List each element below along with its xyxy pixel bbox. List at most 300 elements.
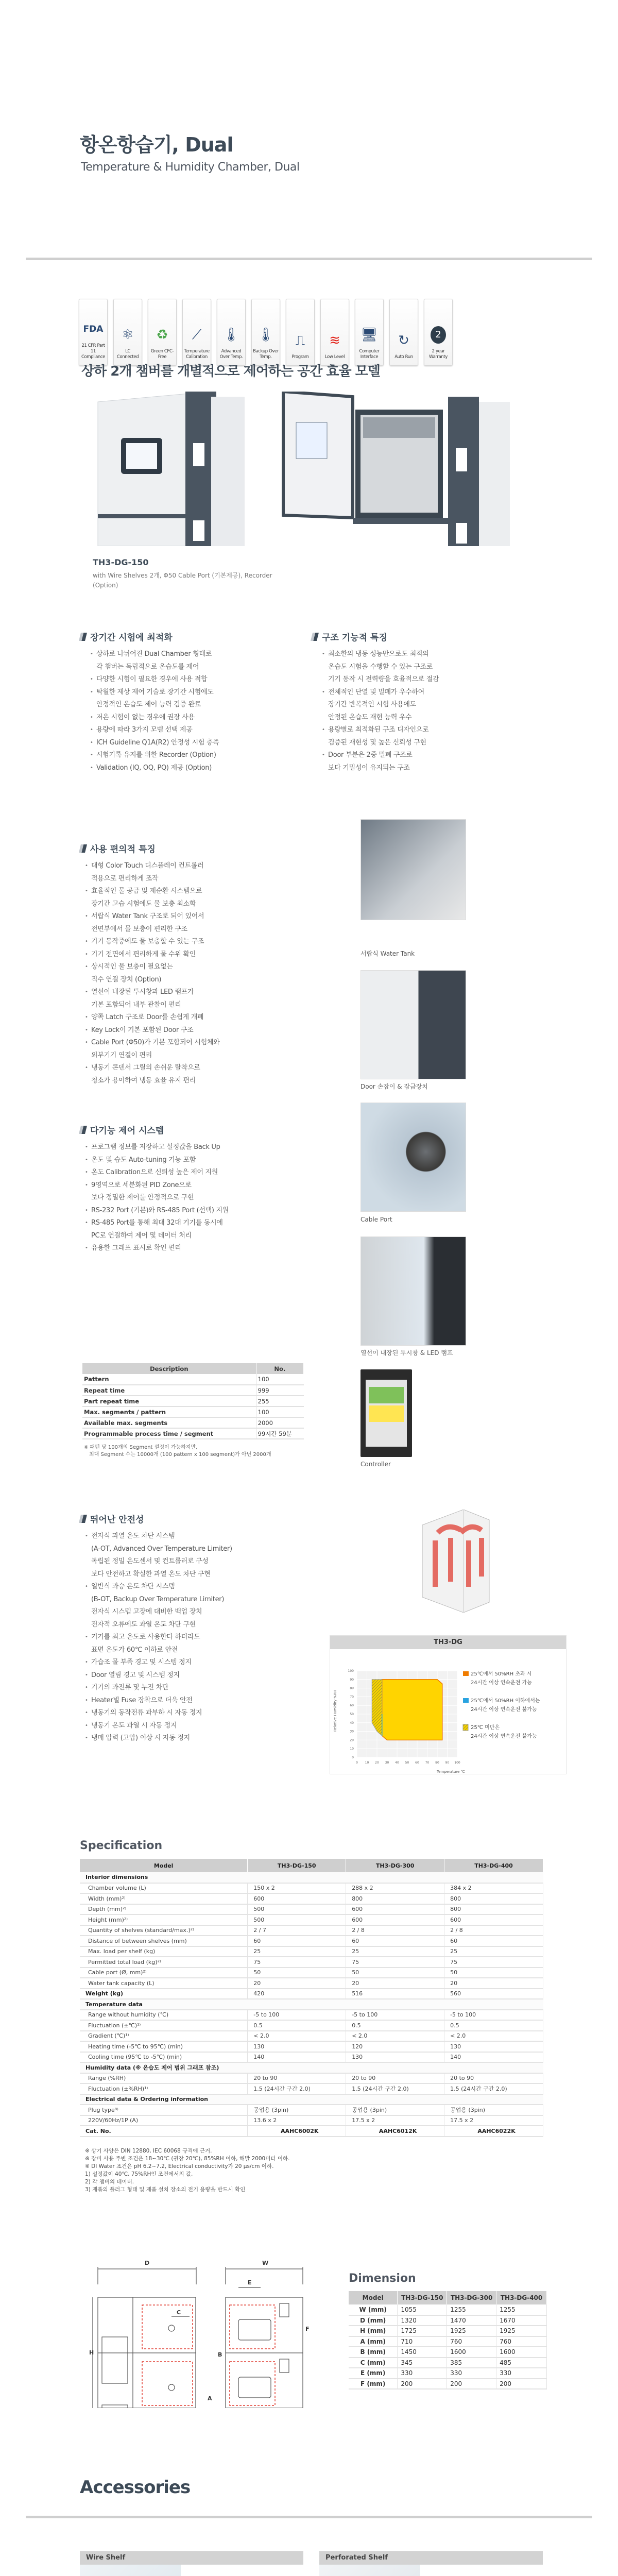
table-cell: 200 [398, 2379, 447, 2389]
feature-badge-label: 2 year Warranty [429, 349, 448, 360]
table-cell: 330 [496, 2368, 547, 2379]
accessory-description [181, 2565, 303, 2576]
feature-item-line: • 냉동기 콘덴서 그릴의 손쉬운 탈착으로 [91, 1064, 200, 1072]
feature-item [89, 724, 301, 737]
photo-caption-cable-port: Cable Port [360, 1216, 392, 1223]
feature-item-line: 보다 기밀성이 유지되는 구조 [328, 764, 410, 772]
feature-item-line: • 다양한 시험이 필요한 경우에 사용 적합 [96, 675, 208, 683]
low-level-icon: ≋ [329, 333, 340, 348]
x-tick-label: 60 [415, 1761, 419, 1765]
feature-item [321, 724, 548, 749]
feature-item [321, 686, 548, 724]
spec-value: 75 [248, 1957, 346, 1968]
spec-value: -5 to 100 [248, 2010, 346, 2021]
feature-item-line: • 용량별로 최적화된 구조 디자인으로 [328, 726, 429, 734]
water-tank-photo [360, 819, 466, 920]
feature-item [89, 711, 301, 724]
feature-item-line: • 효율적인 물 공급 및 재순환 시스템으로 [91, 887, 202, 895]
legend-swatch [463, 1724, 468, 1731]
spec-label: Range (%RH) [80, 2073, 248, 2084]
table-cell: D (mm) [349, 2315, 398, 2326]
x-axis-label: Temperature ℃ [437, 1770, 465, 1774]
feature-badge-label: Computer Interface [359, 349, 380, 360]
window-led-photo [360, 1236, 466, 1346]
green-cfc-free-icon: ♻ [156, 327, 168, 343]
spec-note: ※ 상기 사양은 DIN 12880, IEC 60068 규격에 근거. [85, 2148, 212, 2154]
spec-label: Distance of between shelves (mm) [80, 1936, 248, 1946]
spec-label: Plug type³⁾ [80, 2105, 248, 2115]
spec-value: 600 [346, 1914, 444, 1925]
spec-value: -5 to 100 [346, 2010, 444, 2021]
table-row [82, 1417, 304, 1428]
feature-item-line: 전자식 시스템 고장에 대비한 백업 장치 [91, 1608, 202, 1616]
spec-value: 140 [248, 2052, 346, 2063]
spec-value: 60 [248, 1936, 346, 1946]
feature-item-line: • 전자식 과열 온도 차단 시스템 [91, 1532, 175, 1540]
table-cell: 200 [447, 2379, 496, 2389]
feature-item-line: • 상하로 나뉘어진 Dual Chamber 형태로 [96, 650, 212, 658]
feature-item [84, 1530, 301, 1581]
table-cell: 760 [447, 2336, 496, 2347]
feature-badge-label: Auto Run [394, 354, 413, 360]
feature-list [89, 648, 301, 774]
table-row [80, 2083, 543, 2094]
spec-label: Depth (mm)²⁾ [80, 1904, 248, 1915]
feature-item-line: • 시험기록 유지를 위한 Recorder (Option) [96, 751, 216, 759]
dim-label-d: D [145, 2260, 150, 2266]
spec-value: 600 [346, 1904, 444, 1915]
feature-item [84, 1024, 301, 1037]
spec-label: Cat. No. [80, 2126, 248, 2137]
spec-value: 50 [444, 1968, 543, 1978]
spec-label: Water tank capacity (L) [80, 1978, 248, 1989]
spec-value: 384 x 2 [444, 1883, 543, 1894]
auto-run-icon: ↻ [398, 333, 409, 348]
feature-badge-label: 21 CFR Part 11 Compliance [81, 343, 106, 360]
feature-item-line: • Key Lock이 기본 포함된 Door 구조 [91, 1026, 194, 1034]
y-axis-label: Relative Humidity %RH [333, 1689, 337, 1732]
table-cell: 1255 [496, 2304, 547, 2315]
lc-connected-icon: ⚛ [122, 327, 134, 343]
table-row [349, 2304, 547, 2315]
dimension-table [349, 2291, 547, 2389]
table-row [349, 2379, 547, 2389]
table-row [80, 2115, 543, 2126]
table-cell: 710 [398, 2336, 447, 2347]
feature-item-line: • 저온 시험이 없는 경우에 권장 사용 [96, 713, 195, 721]
section-structure [312, 630, 548, 774]
feature-item-line: • RS-232 Port (기본)와 RS-485 Port (선택) 지원 [91, 1206, 229, 1214]
feature-item [84, 1179, 301, 1205]
program-icon: ⎍ [295, 333, 305, 348]
table-row [80, 2020, 543, 2031]
feature-badge-label: Low Level [324, 354, 345, 360]
x-tick-label: 70 [425, 1761, 430, 1765]
feature-item-line: 장기간 반복적인 시험 사용에도 [328, 701, 416, 708]
spec-value: 25 [248, 1946, 346, 1957]
section-title: 구조 기능적 특징 [322, 633, 387, 643]
feature-item [89, 737, 301, 750]
backup-over-temp-icon: 🌡 [257, 327, 274, 343]
spec-value: AAHC6002K [248, 2126, 346, 2137]
feature-item [89, 673, 301, 686]
program-spec-table [82, 1363, 304, 1439]
spec-value: < 2.0 [444, 2031, 543, 2042]
table-cell: B (mm) [349, 2347, 398, 2358]
table-row [80, 1893, 543, 1904]
spec-value: < 2.0 [346, 2031, 444, 2042]
feature-item-line: • 온도 Calibration으로 신뢰성 높은 제어 지원 [91, 1168, 218, 1176]
feature-item [84, 860, 301, 885]
table-cell: F (mm) [349, 2379, 398, 2389]
column-header: TH3-DG-150 [248, 1859, 346, 1872]
feature-item-line: (B-OT, Backup Over Temperature Limiter) [91, 1595, 225, 1603]
feature-item-line: 검증된 재현성 및 높은 신뢰성 구현 [328, 738, 426, 747]
feature-item [84, 1011, 301, 1024]
table-row [80, 1914, 543, 1925]
dim-label-w: W [262, 2260, 269, 2266]
feature-item [84, 1166, 301, 1179]
dimension-drawing [89, 2253, 316, 2408]
spec-value: 800 [444, 1893, 543, 1904]
feature-item-line: • 탁월한 제상 제어 기술로 장기간 시험에도 [96, 688, 214, 696]
accessories-title: Accessories [80, 2477, 191, 2498]
table-row [80, 2073, 543, 2084]
y-tick-label: 60 [350, 1704, 354, 1708]
table-cell: Max. segments / pattern [82, 1406, 256, 1417]
cable-port-photo [360, 1103, 466, 1212]
column-header: Model [349, 2291, 398, 2304]
feature-item [84, 1217, 301, 1242]
spec-label: Range without humidity (℃) [80, 2010, 248, 2021]
spec-label: Gradient (℃)¹⁾ [80, 2031, 248, 2042]
spec-value: 516 [346, 1989, 444, 1999]
table-row [349, 2347, 547, 2358]
table-row [80, 1999, 543, 2010]
table-cell: 485 [496, 2358, 547, 2368]
table-cell: 1670 [496, 2315, 547, 2326]
section-marker-icon [311, 633, 319, 641]
spec-group-header: Humidity data (※ 온습도 제어 범위 그래프 참조) [80, 2062, 543, 2073]
legend-label: 24시간 이상 연속운전 불가능 [471, 1734, 537, 1739]
accessory-card [80, 2551, 303, 2576]
spec-value: 공업용 (3pin) [248, 2105, 346, 2115]
spec-value: 140 [444, 2052, 543, 2063]
feature-item-line: PC로 연결하여 제어 및 데이터 처리 [91, 1231, 192, 1240]
spec-value: 공업용 (3pin) [444, 2105, 543, 2115]
x-tick-label: 30 [385, 1761, 389, 1765]
spec-value: 공업용 (3pin) [346, 2105, 444, 2115]
feature-list [84, 1141, 301, 1255]
table-row [80, 2062, 543, 2073]
program-note-line: ※ 패턴 당 100개의 Segment 설정이 가능하지만, [84, 1445, 198, 1450]
feature-item-line: • 열선이 내장된 투시창과 LED 램프가 [91, 988, 194, 996]
feature-list [321, 648, 548, 774]
feature-item [84, 986, 301, 1011]
feature-item [84, 1581, 301, 1631]
legend-label: 25℃에서 50%RH 초과 시 [471, 1671, 532, 1677]
spec-label: Width (mm)²⁾ [80, 1893, 248, 1904]
feature-item-line: (A-OT, Advanced Over Temperature Limiter) [91, 1545, 232, 1553]
feature-item-line: • 냉동기 온도 과열 시 자동 정지 [91, 1721, 177, 1730]
spec-value: 130 [248, 2041, 346, 2052]
section-title: 장기간 시험에 최적화 [90, 633, 173, 643]
table-row [80, 2041, 543, 2052]
spec-note: 3) 제품의 플러그 형태 및 제품 설치 장소의 전기 용량을 반드시 확인 [85, 2187, 246, 2193]
product-hero-image [93, 392, 525, 546]
table-cell: Repeat time [82, 1385, 256, 1396]
photo-caption-controller: Controller [360, 1461, 391, 1468]
table-row [349, 2315, 547, 2326]
spec-value: 50 [346, 1968, 444, 1978]
table-row [82, 1374, 304, 1385]
photo-caption-door: Door 손잡이 & 잠금장치 [360, 1083, 428, 1090]
feature-badge-label: Program [291, 354, 309, 360]
table-row [80, 1989, 543, 1999]
table-cell: 345 [398, 2358, 447, 2368]
spec-label: 220V/60Hz/1P (A) [80, 2115, 248, 2126]
table-cell: Pattern [82, 1374, 256, 1385]
feature-list [84, 1530, 301, 1745]
spec-value: 2 / 7 [248, 1925, 346, 1936]
column-header: TH3-DG-150 [398, 2291, 447, 2304]
feature-item-line: • RS-485 Port를 통해 최대 32대 기기를 동시에 [91, 1219, 223, 1227]
operating-range-area [382, 1680, 442, 1740]
table-cell: 200 [496, 2379, 547, 2389]
legend-swatch [463, 1698, 469, 1703]
spec-value: 75 [444, 1957, 543, 1968]
airflow-diagram [412, 1510, 494, 1613]
feature-item [84, 1707, 301, 1720]
table-cell: 1725 [398, 2326, 447, 2336]
feature-badge-label: LC Connected [116, 349, 139, 360]
feature-item-line: • Cable Port (Φ50)가 기본 포함되어 시험체와 [91, 1039, 220, 1046]
column-header: Model [80, 1859, 248, 1872]
spec-value: 500 [248, 1914, 346, 1925]
feature-item-line: 기본 포함되어 내부 관찰이 편리 [91, 1001, 181, 1009]
feature-item-line: • Validation (IQ, OQ, PQ) 제공 (Option) [96, 764, 212, 772]
spec-label: Heating time (-5℃ to 95℃) (min) [80, 2041, 248, 2052]
y-tick-label: 0 [352, 1756, 354, 1759]
y-tick-label: 50 [350, 1713, 354, 1716]
feature-badge-row [79, 299, 453, 366]
spec-label: Fluctuation (±%RH)¹⁾ [80, 2083, 248, 2094]
feature-item-line: • Door 부분은 2중 밀폐 구조로 [328, 751, 413, 759]
feature-item-line: • 기기 전면에서 편리하게 물 수위 확인 [91, 950, 196, 958]
tagline: 상하 2개 챔버를 개별적으로 제어하는 공간 효율 모델 [81, 364, 380, 379]
x-tick-label: 40 [395, 1761, 399, 1765]
spec-value: 17.5 x 2 [444, 2115, 543, 2126]
feature-item [84, 1154, 301, 1167]
spec-label: Fluctuation (±℃)¹⁾ [80, 2020, 248, 2031]
feature-item-line: • 일반식 과승 온도 차단 시스템 [91, 1583, 175, 1590]
feature-item-line: • 프로그램 정보를 저장하고 설정값을 Back Up [91, 1143, 220, 1151]
column-header: No. [256, 1363, 303, 1374]
table-row [80, 2052, 543, 2063]
feature-badge [148, 299, 177, 366]
accessory-description [420, 2565, 543, 2576]
feature-item [84, 1062, 301, 1087]
table-cell: 99시간 59분 [256, 1428, 303, 1439]
feature-item-line: • 서랍식 Water Tank 구조로 되어 있어서 [91, 912, 204, 920]
specification-table [80, 1859, 543, 2137]
feature-item [89, 686, 301, 711]
feature-item [321, 749, 548, 774]
table-row [349, 2368, 547, 2379]
legend-label: 25℃에서 50%RH 이하에서는 [471, 1698, 540, 1704]
table-cell: 1450 [398, 2347, 447, 2358]
table-row [82, 1396, 304, 1406]
feature-badge [113, 299, 142, 366]
feature-item-line: • 온도 및 습도 Auto-tuning 기능 포함 [91, 1156, 196, 1164]
table-cell: 1320 [398, 2315, 447, 2326]
table-cell: 255 [256, 1396, 303, 1406]
table-row [80, 1936, 543, 1946]
spec-value: 20 to 90 [248, 2073, 346, 2084]
spec-note: ※ DI Water 조건은 pH 6.2~7.2, Electrical conductivity가 20 μs/cm 이하. [85, 2163, 274, 2170]
specification-title: Specification [80, 1839, 163, 1852]
feature-badge [320, 299, 349, 366]
table-row [80, 2031, 543, 2042]
feature-item [84, 1694, 301, 1707]
hero-caption-model: TH3-DG-150 [93, 557, 149, 567]
feature-item-line: 안정된 온습도 재현 능력 우수 [328, 713, 412, 721]
controller-photo [360, 1369, 412, 1457]
table-cell: 1600 [447, 2347, 496, 2358]
feature-item-line: • Door 열림 경고 및 시스템 정지 [91, 1671, 180, 1679]
spec-value: 0.5 [248, 2020, 346, 2031]
hero-caption-description: with Wire Shelves 2개, Φ50 Cable Port (기본제공), Recorder (Option) [93, 572, 272, 589]
spec-value: 120 [346, 2041, 444, 2052]
table-cell: Programmable process time / segment [82, 1428, 256, 1439]
program-note [84, 1444, 271, 1459]
x-tick-label: 90 [445, 1761, 450, 1765]
feature-item [84, 936, 301, 948]
spec-value: 1.5 (24시간 구간 2.0) [346, 2083, 444, 2094]
dim-label-e: E [248, 2279, 252, 2286]
feature-badge [182, 299, 211, 366]
feature-item-line: 전면부에서 물 보충이 편리한 구조 [91, 925, 187, 933]
spec-value: 800 [346, 1893, 444, 1904]
y-tick-label: 40 [350, 1721, 354, 1725]
feature-item-line: • 냉동기의 동작전류 과부하 시 자동 정지 [91, 1709, 202, 1717]
spec-value: 75 [346, 1957, 444, 1968]
table-row [82, 1406, 304, 1417]
legend-label: 24시간 이상 연속운전 불가능 [471, 1707, 537, 1713]
section-marker-icon [79, 633, 87, 641]
feature-item [84, 948, 301, 961]
feature-item [84, 1732, 301, 1745]
table-cell: 1055 [398, 2304, 447, 2315]
feature-item-line: 직수 연결 장치 (Option) [91, 975, 162, 984]
feature-badge [251, 299, 280, 366]
table-cell: A (mm) [349, 2336, 398, 2347]
column-header: TH3-DG-400 [444, 1859, 543, 1872]
dim-label-f: F [305, 2326, 310, 2332]
accessory-body [319, 2565, 543, 2576]
feature-badge [79, 299, 108, 366]
feature-item-line: 온습도 시험을 수행할 수 있는 구조로 [328, 663, 433, 671]
legend-label: 24시간 이상 연속운전 가능 [471, 1680, 532, 1686]
table-row [80, 1978, 543, 1989]
page-title: 항온항습기, Dual [80, 133, 233, 156]
spec-value: 420 [248, 1989, 346, 1999]
feature-item [84, 1141, 301, 1154]
dimension-title: Dimension [349, 2272, 416, 2285]
spec-label: Permitted total load (kg)²⁾ [80, 1957, 248, 1968]
feature-item [89, 762, 301, 775]
table-row [80, 2094, 543, 2105]
spec-label: Cable port (Ø, mm)²⁾ [80, 1968, 248, 1978]
feature-item [84, 1205, 301, 1217]
spec-value: < 2.0 [248, 2031, 346, 2042]
spec-label: Chamber volume (L) [80, 1883, 248, 1894]
accessory-name: Perforated Shelf [319, 2551, 543, 2565]
feature-item-line: • 상시적인 물 보충이 필요없는 [91, 963, 173, 971]
spec-value: 2 / 8 [444, 1925, 543, 1936]
spec-value: 20 [346, 1978, 444, 1989]
fda-icon: FDA [83, 324, 104, 334]
table-cell: 1925 [496, 2326, 547, 2336]
feature-item-line: • 9영역으로 세분화된 PID Zone으로 [91, 1181, 192, 1189]
spec-value: 0.5 [346, 2020, 444, 2031]
feature-item [84, 910, 301, 936]
feature-item-line: • 가습조 물 부족 경고 및 시스템 정지 [91, 1658, 192, 1666]
section-convenience [80, 842, 301, 1087]
x-tick-label: 0 [356, 1761, 358, 1765]
feature-list [84, 860, 301, 1087]
table-cell: 999 [256, 1385, 303, 1396]
table-row [80, 1883, 543, 1894]
feature-badge [389, 299, 418, 366]
wire-shelf-image [80, 2565, 181, 2576]
humidity-chart-panel [330, 1635, 566, 1774]
y-tick-label: 70 [350, 1695, 354, 1699]
section-marker-icon [79, 1126, 87, 1134]
spec-value: 600 [248, 1893, 346, 1904]
table-cell: 330 [447, 2368, 496, 2379]
spec-value: AAHC6022K [444, 2126, 543, 2137]
spec-value: AAHC6012K [346, 2126, 444, 2137]
section-title: 다기능 제어 시스템 [90, 1126, 164, 1136]
page-subtitle: Temperature & Humidity Chamber, Dual [81, 161, 300, 174]
legend-swatch [463, 1671, 469, 1676]
spec-value: 20 [248, 1978, 346, 1989]
feature-item-line: 각 챔버는 독립적으로 온습도를 제어 [96, 663, 199, 671]
section-control [80, 1123, 301, 1255]
spec-value: 560 [444, 1989, 543, 1999]
feature-item [89, 749, 301, 762]
feature-item-line: • 냉매 압력 (고압) 이상 시 자동 정지 [91, 1734, 190, 1742]
section-marker-icon [79, 1515, 87, 1523]
feature-item [84, 1720, 301, 1733]
column-header: TH3-DG-300 [447, 2291, 496, 2304]
section-title: 사용 편의적 특징 [90, 844, 156, 855]
table-row [80, 1957, 543, 1968]
computer-interface-icon: 🖥 [360, 327, 378, 343]
accessories-divider [26, 2516, 592, 2518]
spec-value: 130 [444, 2041, 543, 2052]
feature-badge [424, 299, 453, 366]
table-cell: 1255 [447, 2304, 496, 2315]
feature-item-line: 전자적 오류에도 과열 온도 차단 구현 [91, 1620, 196, 1629]
humidity-range-chart [330, 1649, 566, 1774]
spec-group-header: Interior dimensions [80, 1872, 543, 1883]
spec-label: Quantity of shelves (standard/max.)²⁾ [80, 1925, 248, 1936]
feature-item-line: • 최소한의 냉동 성능만으로도 최적의 [328, 650, 429, 658]
spec-value: 150 x 2 [248, 1883, 346, 1894]
spec-value: 600 [444, 1914, 543, 1925]
